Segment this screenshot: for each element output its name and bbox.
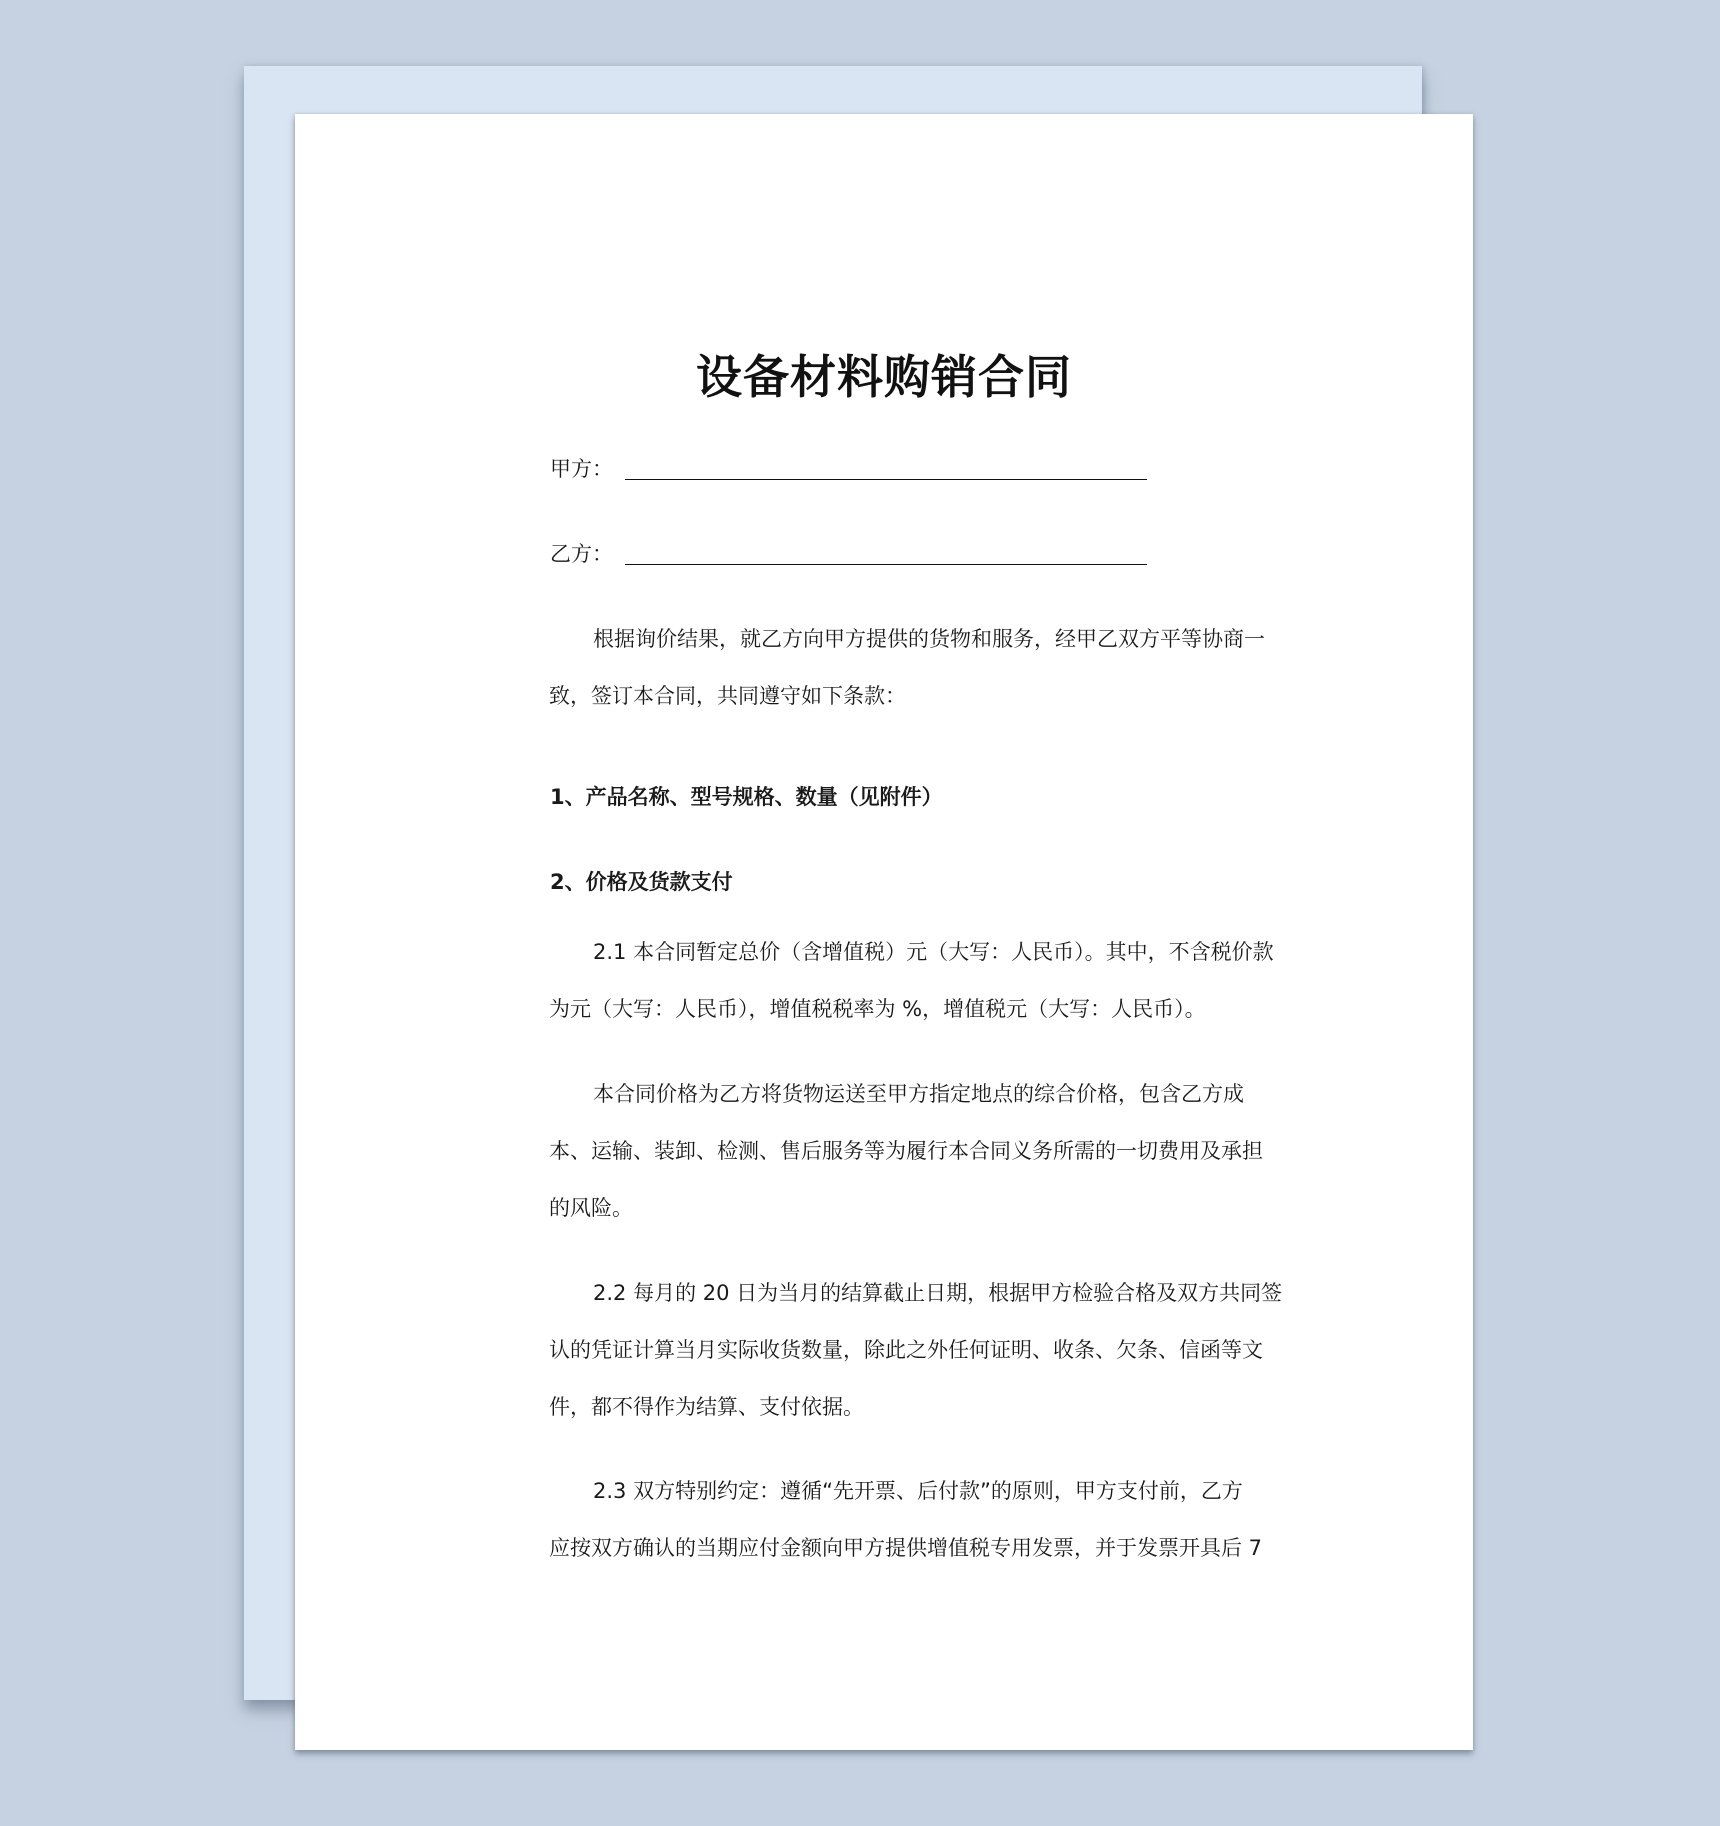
party-b-blank-line[interactable]: [625, 564, 1147, 565]
party-b-label: 乙方：: [550, 542, 613, 566]
clause-2-2-line-3: 件，都不得作为结算、支付依据。: [549, 1395, 864, 1419]
clause-2-3: [505, 1463, 1263, 1577]
intro-line-2: 致，签订本合同，共同遵守如下条款：: [549, 684, 906, 708]
party-a-field: [550, 454, 1147, 484]
document-page: [295, 114, 1473, 1750]
clause-2-1-pricing-line-2: 本、运输、装卸、检测、售后服务等为履行本合同义务所需的一切费用及承担: [549, 1139, 1263, 1163]
clause-2-2: [505, 1265, 1283, 1436]
section-heading-1: 1、产品名称、型号规格、数量（见附件）: [550, 785, 943, 809]
clause-2-1-pricing-line-1: 本合同价格为乙方将货物运送至甲方指定地点的综合价格，包含乙方成: [593, 1082, 1244, 1106]
clause-2-1-line-1: 2.1 本合同暂定总价（含增值税）元（大写：人民币）。其中，不含税价款: [593, 940, 1274, 964]
intro-paragraph: [505, 611, 1265, 725]
clause-2-2-line-1: 2.2 每月的 20 日为当月的结算截止日期，根据甲方检验合格及双方共同签: [593, 1281, 1283, 1305]
clause-2-1-line-2: 为元（大写：人民币），增值税税率为 %，增值税元（大写：人民币）。: [549, 997, 1206, 1021]
clause-2-1: [505, 924, 1274, 1038]
clause-2-3-line-2: 应按双方确认的当期应付金额向甲方提供增值税专用发票，并于发票开具后 7: [549, 1536, 1263, 1560]
party-a-label: 甲方：: [550, 457, 613, 481]
intro-line-1: 根据询价结果，就乙方向甲方提供的货物和服务，经甲乙双方平等协商一: [593, 627, 1265, 651]
clause-2-2-line-2: 认的凭证计算当月实际收货数量，除此之外任何证明、收条、欠条、信函等文: [549, 1338, 1263, 1362]
section-heading-2: 2、价格及货款支付: [550, 870, 733, 894]
clause-2-3-line-1: 2.3 双方特别约定：遵循“先开票、后付款”的原则，甲方支付前，乙方: [593, 1479, 1243, 1503]
document-title: 设备材料购销合同: [696, 350, 1072, 404]
party-a-blank-line[interactable]: [625, 479, 1147, 480]
clause-2-1-pricing: [505, 1066, 1263, 1237]
clause-2-1-pricing-line-3: 的风险。: [549, 1196, 633, 1220]
party-b-field: [550, 539, 1147, 569]
